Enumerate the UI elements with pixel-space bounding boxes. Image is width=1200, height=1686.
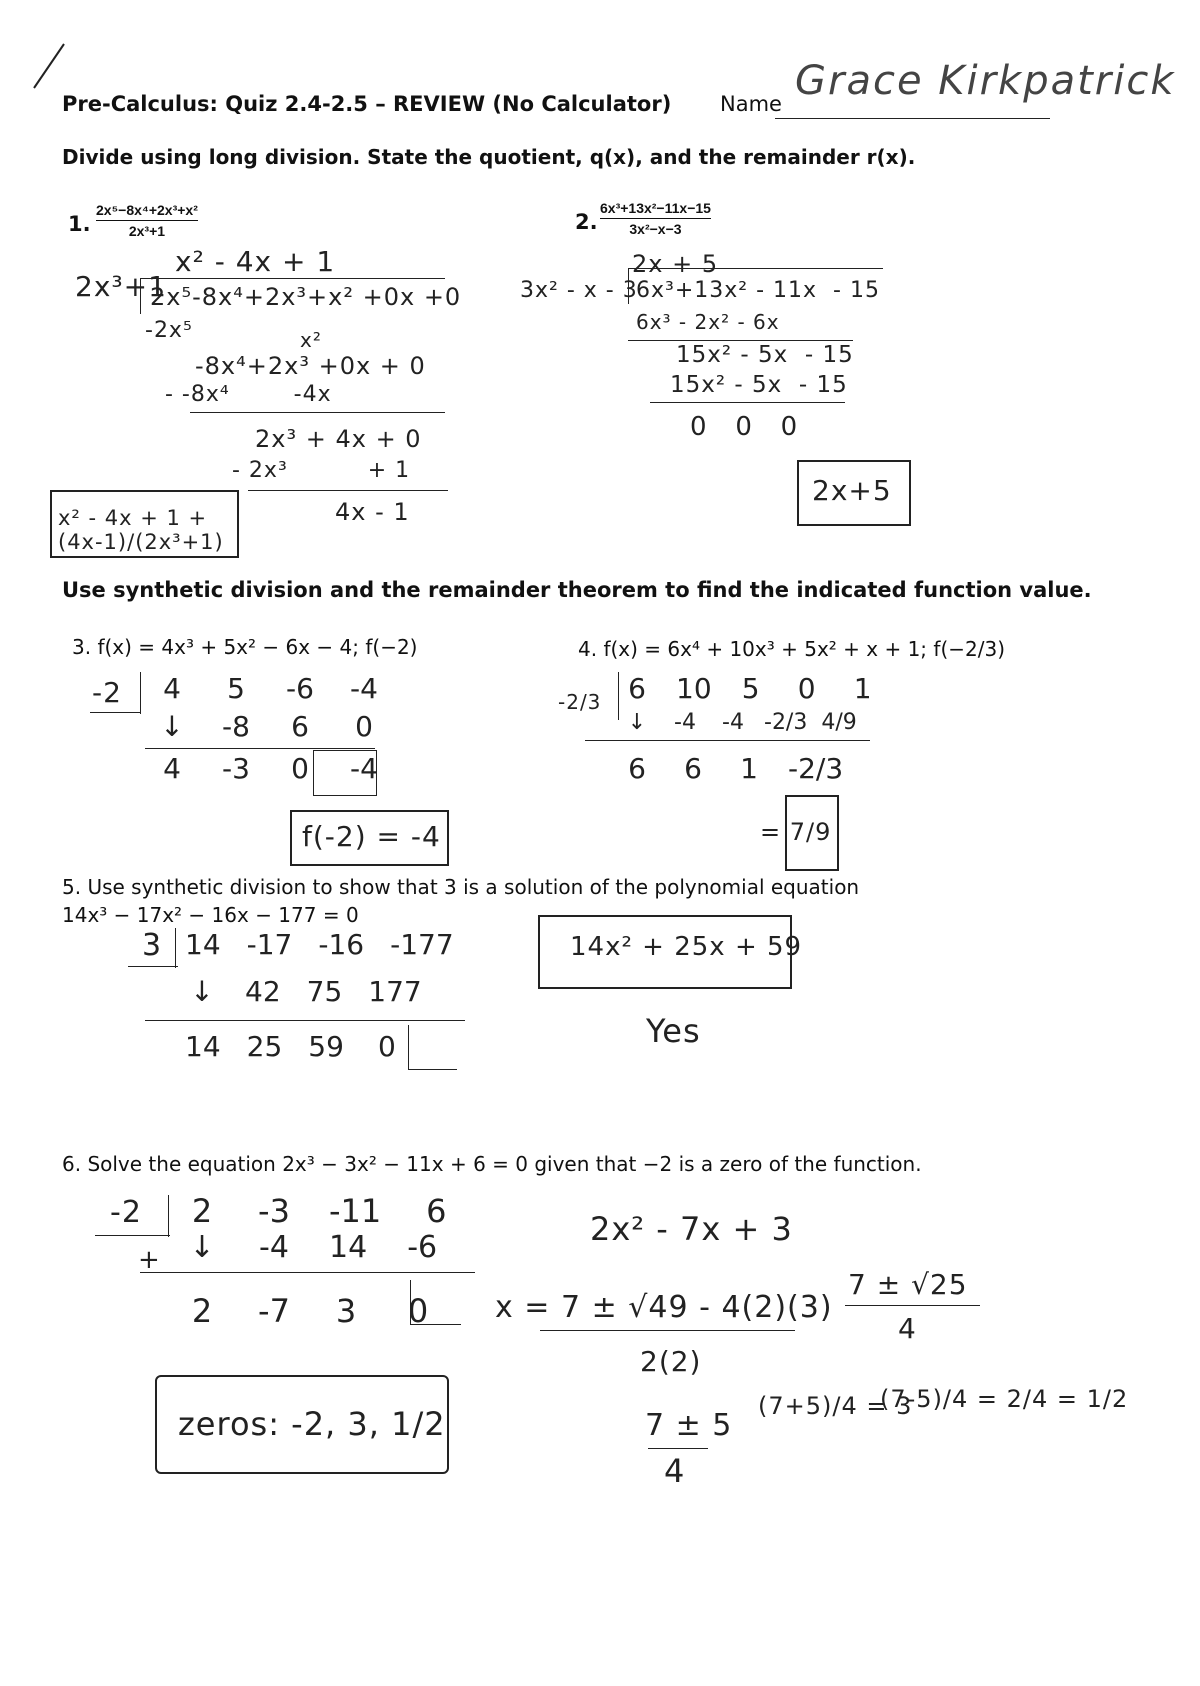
problem6-formula-den: 2(2)	[640, 1345, 702, 1378]
problem6-row1-cell: -11	[329, 1192, 382, 1230]
problem3-result-line	[145, 748, 375, 749]
problem5-row2-cell: ↓	[190, 975, 214, 1008]
problem4-result-line	[585, 740, 870, 741]
problem3-row3-cell: 0	[291, 752, 309, 785]
problem5-row2-cell: 177	[368, 975, 422, 1008]
problem4-row1-cell: 5	[741, 672, 760, 705]
problem1-number: 1.	[68, 212, 91, 236]
problem4-row3-cell: -2/3	[788, 752, 844, 785]
problem5-remainder-mark	[408, 1025, 457, 1070]
problem6-divisor-line	[95, 1235, 170, 1236]
problem1-step4: 2x³ + 4x + 0	[255, 425, 422, 453]
problem5-row2-cell: 75	[306, 975, 343, 1008]
problem6-row1-cell: 6	[426, 1192, 447, 1230]
problem4-row2-cell: -4	[674, 710, 696, 735]
problem5-divisor-line	[128, 966, 178, 967]
problem6-simplified-num: 7 ± √25	[848, 1268, 968, 1301]
problem6-answer: zeros: -2, 3, 1/2	[178, 1405, 446, 1443]
problem2-division-bar	[628, 268, 883, 269]
problem2-dividend: 6x³+13x² - 11x - 15	[636, 278, 880, 303]
problem6-divisor-bracket	[168, 1195, 169, 1237]
problem4-row1-cell: 10	[676, 672, 712, 705]
problem5-row1-cell: -177	[390, 928, 454, 961]
problem6-row2-cell: ↓	[189, 1230, 215, 1265]
problem3-divisor-line	[90, 712, 140, 713]
problem6-plus: +	[138, 1245, 161, 1275]
problem3-row1	[155, 672, 381, 705]
problem4-row2-cell: 4/9	[821, 710, 857, 735]
problem6-root2: (7-5)/4 = 2/4 = 1/2	[880, 1385, 1129, 1413]
problem5-row3-cell: 25	[246, 1030, 283, 1063]
problem4-row3-cell: 6	[628, 752, 646, 785]
problem6-row3-cell: 2	[191, 1292, 213, 1330]
problem2-step1: 6x³ - 2x² - 6x	[636, 310, 780, 334]
problem5-divisor: 3	[142, 928, 163, 963]
name-line	[775, 118, 1050, 119]
problem5-quotient: 14x² + 25x + 59	[570, 932, 803, 962]
problem3-row1-cell: 4	[163, 672, 181, 705]
problem2-remainder: 0 0 0	[690, 412, 799, 442]
section2-instructions: Use synthetic division and the remainder theorem to find the indicated function value.	[62, 578, 1092, 602]
problem6-remainder-mark	[410, 1280, 461, 1325]
problem1-fraction	[96, 202, 198, 239]
problem5-row3-cell: 59	[308, 1030, 344, 1063]
problem4-row1-cell: 0	[797, 672, 816, 705]
problem4-row3-cell: 6	[684, 752, 702, 785]
problem1-numerator: 2x⁵−8x⁴+2x³+x²	[96, 202, 198, 218]
page-title: Pre-Calculus: Quiz 2.4-2.5 – REVIEW (No Calculator)	[62, 92, 672, 116]
problem6-row2-cell: -6	[407, 1230, 438, 1265]
problem5-prompt-line2: 14x³ − 17x² − 16x − 177 = 0	[62, 903, 359, 927]
problem4-row2-cell: ↓	[627, 710, 647, 735]
problem5-row1	[185, 928, 454, 961]
problem5-conclusion: Yes	[646, 1012, 701, 1050]
problem6-divisor: -2	[110, 1195, 142, 1230]
problem4-divisor-bracket	[618, 672, 619, 720]
problem6-simplified-den: 4	[898, 1312, 917, 1345]
problem4-prompt: 4. f(x) = 6x⁴ + 10x³ + 5x² + x + 1; f(−2/3)	[578, 637, 1005, 661]
problem1-step1b: x²	[300, 328, 322, 352]
problem3-remainder-box	[313, 750, 377, 796]
problem3-row2-cell: 6	[291, 710, 309, 743]
problem4-row1-cell: 6	[628, 672, 646, 705]
problem2-step3: 15x² - 5x - 15	[670, 372, 848, 398]
problem6-simplified-bar	[845, 1305, 980, 1306]
problem3-row2-cell: ↓	[160, 710, 184, 743]
problem1-step1: -2x⁵	[145, 318, 193, 343]
problem3-answer: f(-2) = -4	[302, 820, 441, 853]
problem2-step2: 15x² - 5x - 15	[676, 342, 854, 368]
problem5-row1-cell: 14	[185, 928, 221, 961]
problem6-row1	[185, 1192, 453, 1230]
problem5-prompt-line1: 5. Use synthetic division to show that 3 is a solution of the polynomial equation	[62, 875, 860, 899]
problem3-row1-cell: -4	[350, 672, 378, 705]
problem6-formula-bar	[540, 1330, 795, 1331]
problem4-row1-cell: 1	[853, 672, 872, 705]
problem6-row2	[185, 1230, 439, 1265]
problem6-quotient: 2x² - 7x + 3	[590, 1210, 793, 1248]
problem1-answer: x² - 4x + 1 + (4x-1)/(2x³+1)	[58, 506, 224, 554]
problem1-denominator: 2x³+1	[128, 223, 166, 239]
problem1-quotient: x² - 4x + 1	[175, 245, 336, 278]
problem2-divisor: 3x² - x - 3	[520, 278, 638, 303]
problem6-row3-cell: -7	[258, 1292, 290, 1330]
problem1-step5: - 2x³ + 1	[232, 458, 411, 483]
student-name: Grace Kirkpatrick	[795, 58, 1176, 104]
problem6-row3	[185, 1292, 435, 1330]
problem3-row2-cell: -8	[222, 710, 250, 743]
problem4-row1	[620, 672, 880, 705]
problem4-divisor: -2/3	[558, 690, 602, 714]
problem3-row3-cell: -4	[350, 752, 378, 785]
problem6-step-den: 4	[664, 1452, 686, 1490]
problem1-sub-line2	[248, 490, 448, 491]
problem4-row2	[620, 710, 857, 735]
problem3-row1-cell: 5	[227, 672, 245, 705]
problem3-row2-cell: 0	[355, 710, 373, 743]
problem5-row3-cell: 0	[378, 1030, 396, 1063]
problem2-sub-line1	[628, 340, 853, 341]
problem5-result-line	[145, 1020, 465, 1021]
problem1-division-bar	[140, 278, 445, 279]
problem6-row1-cell: 2	[191, 1192, 213, 1230]
problem2-sub-line2	[650, 402, 845, 403]
problem4-row3-cell: 1	[740, 752, 758, 785]
problem6-row1-cell: -3	[258, 1192, 290, 1230]
problem5-divisor-bracket	[175, 928, 176, 968]
problem1-remainder: 4x - 1	[335, 498, 410, 526]
problem6-step-bar	[648, 1448, 708, 1449]
problem6-prompt: 6. Solve the equation 2x³ − 3x² − 11x + 6 = 0 given that −2 is a zero of the function.	[62, 1152, 922, 1176]
problem4-row3	[620, 752, 843, 785]
problem4-answer: = 7/9	[760, 818, 832, 846]
problem3-divisor-bracket	[140, 672, 141, 714]
problem3-prompt: 3. f(x) = 4x³ + 5x² − 6x − 4; f(−2)	[72, 635, 418, 659]
problem2-numerator: 6x³+13x²−11x−15	[600, 200, 711, 216]
problem6-row2-cell: 14	[329, 1230, 368, 1265]
check-mark-icon	[30, 42, 70, 92]
problem4-row2-cell: -4	[722, 710, 744, 735]
problem6-row3-cell: 0	[407, 1292, 429, 1330]
problem6-result-line	[140, 1272, 475, 1273]
problem3-row1-cell: -6	[286, 672, 314, 705]
problem3-row2	[155, 710, 381, 743]
problem3-row3-cell: 4	[163, 752, 181, 785]
problem6-formula: x = 7 ± √49 - 4(2)(3)	[495, 1290, 833, 1325]
problem1-sub-line1	[190, 412, 445, 413]
problem4-row2-cell: -2/3	[764, 710, 808, 735]
problem2-quotient: 2x + 5	[632, 250, 719, 278]
problem1-dividend: 2x⁵-8x⁴+2x³+x² +0x +0	[150, 283, 462, 311]
problem6-row2-cell: -4	[259, 1230, 289, 1265]
problem6-row3-cell: 3	[335, 1292, 357, 1330]
name-label: Name	[720, 92, 782, 116]
problem2-denominator: 3x²−x−3	[629, 221, 682, 237]
problem2-answer: 2x+5	[812, 474, 892, 507]
problem5-row3	[185, 1030, 404, 1063]
problem1-step2: -8x⁴+2x³ +0x + 0	[195, 352, 426, 380]
problem6-root1: (7+5)/4 = 3	[758, 1392, 913, 1420]
problem2-fraction	[600, 200, 711, 237]
problem1-divisor: 2x³+1	[75, 270, 167, 303]
problem2-number: 2.	[575, 210, 598, 234]
problem5-row1-cell: -17	[246, 928, 293, 961]
problem5-row2	[185, 975, 422, 1008]
problem3-row3-cell: -3	[222, 752, 250, 785]
problem3-divisor: -2	[92, 676, 122, 709]
problem5-row1-cell: -16	[318, 928, 365, 961]
problem1-step3: - -8x⁴ -4x	[165, 382, 332, 407]
problem5-row3-cell: 14	[185, 1030, 221, 1063]
section1-instructions: Divide using long division. State the quotient, q(x), and the remainder r(x).	[62, 145, 916, 169]
problem5-row2-cell: 42	[245, 975, 281, 1008]
problem6-step-num: 7 ± 5	[645, 1408, 733, 1443]
